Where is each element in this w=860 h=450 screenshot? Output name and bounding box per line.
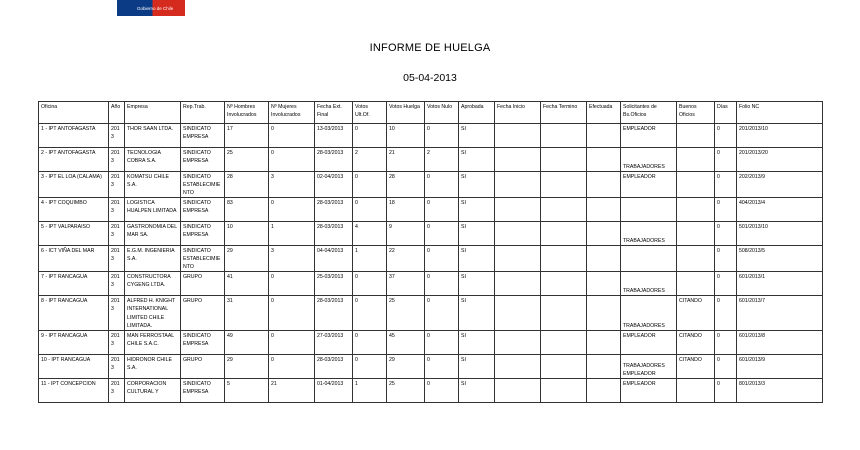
cell-votos-nulo: 2 — [425, 148, 459, 172]
table-row — [39, 172, 823, 198]
column-header-solicitantes: Solicitantes de Bs.Oficios — [621, 102, 677, 124]
cell-aprobada: SI — [459, 172, 495, 198]
cell-votos-ult: 0 — [353, 198, 387, 222]
cell-rep-trab: SINDICATO EMPRESA — [181, 198, 225, 222]
table-row — [39, 124, 823, 148]
cell-fecha-termino — [541, 124, 587, 148]
cell-votos-ult: 0 — [353, 354, 387, 378]
cell-fecha-inicio — [495, 296, 541, 330]
cell-fecha-ext: 25-03/2013 — [315, 272, 353, 296]
government-logo-text: Gobierno de Chile — [137, 6, 174, 11]
cell-hombres: 17 — [225, 124, 269, 148]
cell-rep-trab: GRUPO — [181, 272, 225, 296]
cell-hombres: 28 — [225, 172, 269, 198]
cell-empresa: HIDRONOR CHILE S.A. — [125, 354, 181, 378]
cell-fecha-inicio — [495, 272, 541, 296]
report-date: 05-04-2013 — [403, 72, 457, 84]
cell-hombres: 5 — [225, 378, 269, 402]
cell-efectuada — [587, 148, 621, 172]
column-header-rep-trab: Rep.Trab. — [181, 102, 225, 124]
cell-votos-huelga: 10 — [387, 124, 425, 148]
cell-solicitantes: EMPLEADOR — [621, 378, 677, 402]
cell-votos-nulo: 0 — [425, 378, 459, 402]
cell-mujeres: 0 — [269, 296, 315, 330]
cell-empresa: TECNOLOGIA COBRA S.A. — [125, 148, 181, 172]
cell-fecha-termino — [541, 354, 587, 378]
column-header-votos-nulo: Votos Nulo — [425, 102, 459, 124]
cell-votos-huelga: 18 — [387, 198, 425, 222]
cell-buenos-oficios: CITANDO — [677, 354, 715, 378]
cell-anio: 2013 — [109, 330, 125, 354]
cell-oficina: 8 - IPT RANCAGUA — [39, 296, 109, 330]
table-header-row — [39, 102, 823, 124]
cell-efectuada — [587, 124, 621, 148]
cell-efectuada — [587, 222, 621, 246]
cell-anio: 2013 — [109, 246, 125, 272]
cell-folio: 601/2013/8 — [737, 330, 823, 354]
cell-votos-nulo: 0 — [425, 330, 459, 354]
cell-votos-huelga: 45 — [387, 330, 425, 354]
cell-empresa: GASTRONOMIA DEL MAR SA. — [125, 222, 181, 246]
cell-empresa: LOGISTICA HUALPEN LIMITADA — [125, 198, 181, 222]
cell-fecha-termino — [541, 172, 587, 198]
cell-solicitantes: EMPLEADOR — [621, 172, 677, 198]
cell-hombres: 10 — [225, 222, 269, 246]
cell-dias: 0 — [715, 246, 737, 272]
cell-aprobada: SI — [459, 124, 495, 148]
cell-votos-ult: 0 — [353, 296, 387, 330]
cell-folio: 201/2013/20 — [737, 148, 823, 172]
cell-hombres: 29 — [225, 354, 269, 378]
cell-oficina: 11 - IPT CONCEPCION — [39, 378, 109, 402]
cell-empresa: CORPORACION CULTURAL Y — [125, 378, 181, 402]
cell-anio: 2013 — [109, 354, 125, 378]
cell-fecha-termino — [541, 272, 587, 296]
cell-dias: 0 — [715, 198, 737, 222]
cell-dias: 0 — [715, 272, 737, 296]
cell-fecha-inicio — [495, 222, 541, 246]
table-row — [39, 222, 823, 246]
cell-aprobada: SI — [459, 148, 495, 172]
cell-anio: 2013 — [109, 222, 125, 246]
cell-mujeres: 3 — [269, 172, 315, 198]
cell-solicitantes: TRABAJADORES EMPLEADOR — [621, 354, 677, 378]
cell-aprobada: SI — [459, 222, 495, 246]
cell-votos-ult: 0 — [353, 124, 387, 148]
cell-efectuada — [587, 330, 621, 354]
column-header-fecha-termino: Fecha Termino — [541, 102, 587, 124]
column-header-votos-ult: Votos Ult.Of. — [353, 102, 387, 124]
cell-fecha-inicio — [495, 172, 541, 198]
cell-aprobada: SI — [459, 272, 495, 296]
cell-fecha-ext: 01-04/2013 — [315, 378, 353, 402]
cell-fecha-ext: 02-04/2013 — [315, 172, 353, 198]
cell-folio: 601/2013/1 — [737, 272, 823, 296]
column-header-folio: Folio NC — [737, 102, 823, 124]
cell-mujeres: 1 — [269, 222, 315, 246]
cell-dias: 0 — [715, 222, 737, 246]
cell-fecha-termino — [541, 222, 587, 246]
cell-rep-trab: GRUPO — [181, 354, 225, 378]
cell-hombres: 29 — [225, 246, 269, 272]
cell-votos-nulo: 0 — [425, 272, 459, 296]
cell-rep-trab: SINDICATO EMPRESA — [181, 330, 225, 354]
cell-oficina: 6 - ICT VIÑA DEL MAR — [39, 246, 109, 272]
cell-votos-huelga: 29 — [387, 354, 425, 378]
cell-hombres: 25 — [225, 148, 269, 172]
cell-rep-trab: SINDICATO EMPRESA — [181, 124, 225, 148]
strike-report-table — [38, 101, 823, 403]
cell-empresa: THOR SAAN LTDA. — [125, 124, 181, 148]
cell-oficina: 3 - IPT EL LOA (CALAMA) — [39, 172, 109, 198]
cell-dias: 0 — [715, 378, 737, 402]
column-header-anio: Año — [109, 102, 125, 124]
cell-dias: 0 — [715, 354, 737, 378]
cell-buenos-oficios — [677, 272, 715, 296]
cell-dias: 0 — [715, 296, 737, 330]
cell-buenos-oficios: CITANDO — [677, 330, 715, 354]
cell-fecha-termino — [541, 148, 587, 172]
cell-votos-nulo: 0 — [425, 354, 459, 378]
column-header-oficina: Oficina — [39, 102, 109, 124]
cell-fecha-termino — [541, 296, 587, 330]
cell-votos-nulo: 0 — [425, 124, 459, 148]
cell-empresa: KOMATSU CHILE S.A. — [125, 172, 181, 198]
table-body — [39, 124, 823, 403]
cell-anio: 2013 — [109, 272, 125, 296]
cell-fecha-ext: 28-03/2013 — [315, 222, 353, 246]
cell-solicitantes: TRABAJADORES — [621, 296, 677, 330]
cell-solicitantes: EMPLEADOR — [621, 124, 677, 148]
cell-aprobada: SI — [459, 354, 495, 378]
cell-folio: 508/2013/5 — [737, 246, 823, 272]
column-header-buenos-oficios: Buenos Oficios — [677, 102, 715, 124]
cell-dias: 0 — [715, 172, 737, 198]
cell-votos-nulo: 0 — [425, 246, 459, 272]
cell-fecha-ext: 13-03/2013 — [315, 124, 353, 148]
cell-efectuada — [587, 272, 621, 296]
table-row — [39, 378, 823, 402]
cell-mujeres: 21 — [269, 378, 315, 402]
cell-buenos-oficios — [677, 148, 715, 172]
cell-mujeres: 0 — [269, 330, 315, 354]
cell-oficina: 5 - IPT VALPARAISO — [39, 222, 109, 246]
cell-fecha-ext: 28-03/2013 — [315, 296, 353, 330]
cell-aprobada: SI — [459, 198, 495, 222]
cell-aprobada: SI — [459, 378, 495, 402]
column-header-votos-huelga: Votos Huelga — [387, 102, 425, 124]
cell-votos-nulo: 0 — [425, 296, 459, 330]
cell-oficina: 2 - IPT ANTOFAGASTA — [39, 148, 109, 172]
cell-fecha-termino — [541, 330, 587, 354]
cell-fecha-inicio — [495, 198, 541, 222]
cell-efectuada — [587, 354, 621, 378]
cell-votos-huelga: 28 — [387, 172, 425, 198]
cell-mujeres: 0 — [269, 354, 315, 378]
cell-fecha-inicio — [495, 330, 541, 354]
cell-rep-trab: GRUPO — [181, 296, 225, 330]
cell-fecha-termino — [541, 378, 587, 402]
cell-dias: 0 — [715, 148, 737, 172]
column-header-fecha-ext: Fecha Ext. Final — [315, 102, 353, 124]
cell-folio: 501/2013/10 — [737, 222, 823, 246]
cell-solicitantes: TRABAJADORES — [621, 222, 677, 246]
cell-fecha-ext: 28-03/2013 — [315, 198, 353, 222]
column-header-fecha-inicio: Fecha Inicio — [495, 102, 541, 124]
cell-rep-trab: SINDICATO ESTABLECIMIENTO — [181, 246, 225, 272]
cell-rep-trab: SINDICATO EMPRESA — [181, 378, 225, 402]
cell-solicitantes — [621, 246, 677, 272]
cell-aprobada: SI — [459, 296, 495, 330]
cell-fecha-ext: 28-03/2013 — [315, 354, 353, 378]
cell-aprobada: SI — [459, 330, 495, 354]
cell-oficina: 4 - IPT COQUIMBO — [39, 198, 109, 222]
cell-solicitantes: TRABAJADORES — [621, 148, 677, 172]
cell-folio: 601/2013/9 — [737, 354, 823, 378]
cell-votos-huelga: 25 — [387, 296, 425, 330]
cell-mujeres: 0 — [269, 198, 315, 222]
cell-anio: 2013 — [109, 296, 125, 330]
column-header-aprobada: Aprobada — [459, 102, 495, 124]
cell-votos-ult: 1 — [353, 378, 387, 402]
cell-votos-huelga: 9 — [387, 222, 425, 246]
cell-rep-trab: SINDICATO EMPRESA — [181, 222, 225, 246]
table-row — [39, 354, 823, 378]
cell-efectuada — [587, 378, 621, 402]
cell-folio: 404/2013/4 — [737, 198, 823, 222]
cell-empresa: CONSTRUCTORA CYGENG LTDA. — [125, 272, 181, 296]
cell-anio: 2013 — [109, 378, 125, 402]
cell-oficina: 10 - IPT RANCAGUA — [39, 354, 109, 378]
cell-efectuada — [587, 172, 621, 198]
cell-buenos-oficios — [677, 378, 715, 402]
cell-rep-trab: SINDICATO EMPRESA — [181, 148, 225, 172]
cell-oficina: 1 - IPT ANTOFAGASTA — [39, 124, 109, 148]
cell-aprobada: SI — [459, 246, 495, 272]
table-row — [39, 330, 823, 354]
cell-votos-huelga: 37 — [387, 272, 425, 296]
cell-anio: 2013 — [109, 172, 125, 198]
table-row — [39, 148, 823, 172]
cell-buenos-oficios: CITANDO — [677, 296, 715, 330]
cell-fecha-ext: 27-03/2013 — [315, 330, 353, 354]
cell-votos-ult: 0 — [353, 272, 387, 296]
cell-votos-ult: 2 — [353, 148, 387, 172]
cell-folio: 801/2013/3 — [737, 378, 823, 402]
cell-efectuada — [587, 296, 621, 330]
cell-folio: 202/2013/9 — [737, 172, 823, 198]
cell-buenos-oficios — [677, 246, 715, 272]
cell-solicitantes: TRABAJADORES — [621, 272, 677, 296]
cell-mujeres: 0 — [269, 272, 315, 296]
cell-empresa: ALFRED H. KNIGHT INTERNATIONAL LIMITED CHILE LIMITADA. — [125, 296, 181, 330]
column-header-mujeres: Nº Mujeres Involucrados — [269, 102, 315, 124]
table-row — [39, 296, 823, 330]
cell-hombres: 83 — [225, 198, 269, 222]
cell-fecha-inicio — [495, 354, 541, 378]
cell-votos-huelga: 21 — [387, 148, 425, 172]
cell-votos-nulo: 0 — [425, 222, 459, 246]
cell-anio: 2013 — [109, 124, 125, 148]
cell-folio: 201/2013/10 — [737, 124, 823, 148]
cell-buenos-oficios — [677, 172, 715, 198]
cell-efectuada — [587, 198, 621, 222]
cell-hombres: 31 — [225, 296, 269, 330]
cell-empresa: E.G.M. INGENIERIA S.A. — [125, 246, 181, 272]
cell-rep-trab: SINDICATO ESTABLECIMIENTO — [181, 172, 225, 198]
cell-votos-huelga: 22 — [387, 246, 425, 272]
column-header-empresa: Empresa — [125, 102, 181, 124]
cell-solicitantes — [621, 198, 677, 222]
cell-oficina: 9 - IPT RANCAGUA — [39, 330, 109, 354]
cell-hombres: 49 — [225, 330, 269, 354]
cell-fecha-inicio — [495, 148, 541, 172]
cell-fecha-termino — [541, 198, 587, 222]
cell-empresa: MAN FERROSTAAL CHILE S.A.C. — [125, 330, 181, 354]
cell-fecha-ext: 04-04/2013 — [315, 246, 353, 272]
cell-hombres: 41 — [225, 272, 269, 296]
cell-solicitantes: EMPLEADOR — [621, 330, 677, 354]
cell-buenos-oficios — [677, 124, 715, 148]
table-row — [39, 246, 823, 272]
cell-votos-ult: 0 — [353, 172, 387, 198]
cell-dias: 0 — [715, 124, 737, 148]
cell-votos-ult: 1 — [353, 246, 387, 272]
cell-mujeres: 0 — [269, 124, 315, 148]
report-title: INFORME DE HUELGA — [369, 42, 491, 54]
cell-fecha-inicio — [495, 124, 541, 148]
column-header-hombres: Nº Hombres Involucrados — [225, 102, 269, 124]
cell-dias: 0 — [715, 330, 737, 354]
cell-fecha-ext: 28-03/2013 — [315, 148, 353, 172]
cell-buenos-oficios — [677, 198, 715, 222]
cell-mujeres: 3 — [269, 246, 315, 272]
cell-efectuada — [587, 246, 621, 272]
cell-fecha-termino — [541, 246, 587, 272]
cell-fecha-inicio — [495, 378, 541, 402]
cell-folio: 601/2013/7 — [737, 296, 823, 330]
cell-buenos-oficios — [677, 222, 715, 246]
cell-oficina: 7 - IPT RANCAGUA — [39, 272, 109, 296]
cell-votos-nulo: 0 — [425, 198, 459, 222]
column-header-efectuada: Efectuada — [587, 102, 621, 124]
cell-votos-huelga: 25 — [387, 378, 425, 402]
cell-fecha-inicio — [495, 246, 541, 272]
cell-votos-ult: 0 — [353, 330, 387, 354]
cell-votos-ult: 4 — [353, 222, 387, 246]
cell-anio: 2013 — [109, 198, 125, 222]
column-header-dias: Días — [715, 102, 737, 124]
cell-votos-nulo: 0 — [425, 172, 459, 198]
table-row — [39, 198, 823, 222]
cell-mujeres: 0 — [269, 148, 315, 172]
table-row — [39, 272, 823, 296]
cell-anio: 2013 — [109, 148, 125, 172]
